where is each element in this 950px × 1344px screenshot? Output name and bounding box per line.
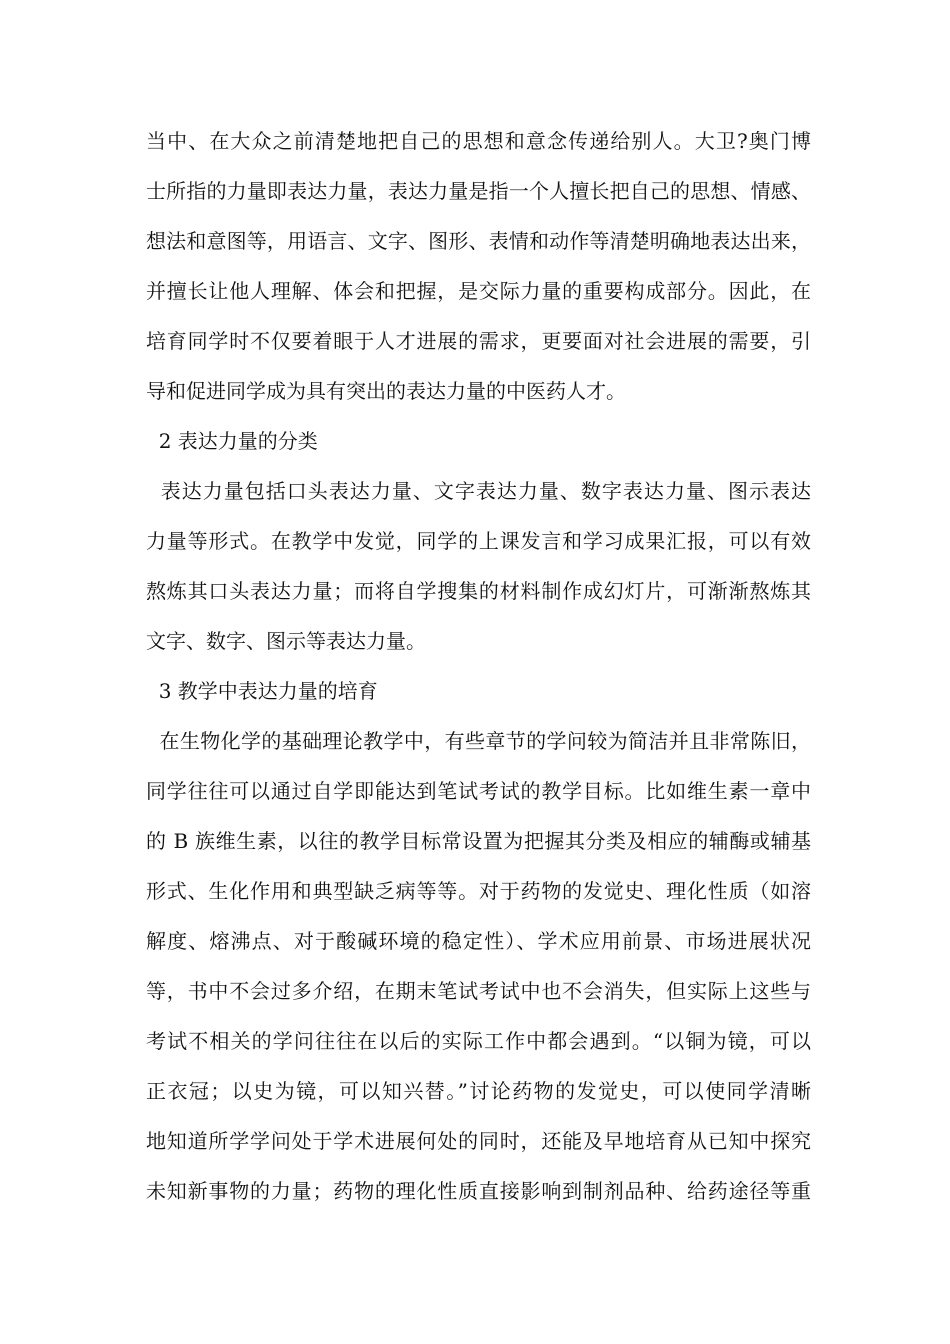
paragraph-line: 地知道所学学问处于学术进展何处的同时，还能及早地培育从已知中探究: [146, 1129, 811, 1153]
paragraph-line: 在生物化学的基础理论教学中，有些章节的学问较为简洁并且非常陈旧，: [146, 729, 811, 753]
paragraph-line: 培育同学时不仅要着眼于人才进展的需求，更要面对社会进展的需要，引: [146, 329, 811, 353]
paragraph-line: 未知新事物的力量；药物的理化性质直接影响到制剂品种、给药途径等重: [146, 1179, 811, 1203]
paragraph-line: 正衣冠；以史为镜，可以知兴替。”讨论药物的发觉史，可以使同学清晰: [146, 1079, 811, 1103]
paragraph-line: 士所指的力量即表达力量，表达力量是指一个人擅长把自己的思想、情感、: [146, 179, 811, 203]
paragraph-line: 等，书中不会过多介绍，在期末笔试考试中也不会消失，但实际上这些与: [146, 979, 811, 1003]
section-heading: 3 教学中表达力量的培育: [146, 679, 378, 703]
paragraph-line: 解度、熔沸点、对于酸碱环境的稳定性）、学术应用前景、市场进展状况: [146, 929, 811, 953]
document-body: [146, 116, 811, 1216]
paragraph-line: 当中、在大众之前清楚地把自己的思想和意念传递给别人。大卫?奥门博: [146, 129, 811, 153]
paragraph-line: 同学往往可以通过自学即能达到笔试考试的教学目标。比如维生素一章中: [146, 779, 811, 803]
paragraph-line: 形式、生化作用和典型缺乏病等等。对于药物的发觉史、理化性质（如溶: [146, 879, 811, 903]
paragraph-line: 熬炼其口头表达力量；而将自学搜集的材料制作成幻灯片，可渐渐熬炼其: [146, 579, 811, 603]
paragraph-line: 表达力量包括口头表达力量、文字表达力量、数字表达力量、图示表达: [146, 479, 811, 503]
paragraph-line: 力量等形式。在教学中发觉，同学的上课发言和学习成果汇报，可以有效: [146, 529, 811, 553]
paragraph-line: 文字、数字、图示等表达力量。: [146, 629, 426, 653]
paragraph-line: 的 B 族维生素，以往的教学目标常设置为把握其分类及相应的辅酶或辅基: [146, 829, 811, 853]
paragraph-line: 导和促进同学成为具有突出的表达力量的中医药人才。: [146, 379, 626, 403]
paragraph-line: 考试不相关的学问往往在以后的实际工作中都会遇到。“以铜为镜，可以: [146, 1029, 811, 1053]
paragraph-line: 并擅长让他人理解、体会和把握，是交际力量的重要构成部分。因此，在: [146, 279, 811, 303]
paragraph-line: 想法和意图等，用语言、文字、图形、表情和动作等清楚明确地表达出来，: [146, 229, 811, 253]
section-heading: 2 表达力量的分类: [146, 429, 318, 453]
